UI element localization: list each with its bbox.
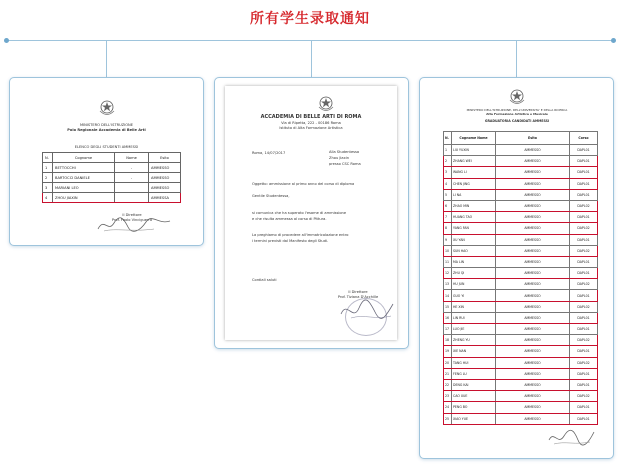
table-row-highlighted	[444, 290, 598, 301]
candidate-name: HU JUN	[452, 279, 496, 290]
candidate-name: LUO JIE	[452, 324, 496, 335]
doc2-recipient-2: Zhou Jiaxin	[329, 156, 350, 160]
row-result: AMMESSO	[496, 268, 570, 279]
table-row-highlighted	[444, 268, 598, 279]
column-header: Nome	[115, 153, 149, 163]
row-number: 6	[444, 200, 452, 211]
row-course: DAPL01	[570, 290, 598, 301]
row-number: 22	[444, 379, 452, 390]
row-number: 3	[43, 183, 53, 193]
row-course: DAPL01	[570, 256, 598, 267]
candidate-name: ZHENG YU	[452, 335, 496, 346]
table-row	[43, 163, 181, 173]
candidate-name: HUANG TAO	[452, 212, 496, 223]
row-result: AMMESSO	[496, 145, 570, 156]
connector-1	[106, 41, 107, 77]
timeline-line	[6, 40, 614, 41]
row-number: 23	[444, 391, 452, 402]
document-card-3[interactable]	[419, 77, 614, 459]
row-result: AMMESSO	[496, 245, 570, 256]
row-result: AMMESSO	[496, 346, 570, 357]
doc2-body-line-2: e che risulta ammessa al corso di Pittura.	[252, 217, 327, 221]
row-mark: -	[115, 173, 149, 183]
row-course: DAPL01	[570, 268, 598, 279]
signature-icon	[337, 296, 397, 324]
doc2-org-sub-2: Istituto di Alta Formazione Artistica	[279, 126, 343, 130]
row-course: DAPL02	[570, 391, 598, 402]
row-result: AMMESSO	[496, 324, 570, 335]
candidate-name: XIAO YUE	[452, 413, 496, 424]
row-course: DAPL01	[570, 156, 598, 167]
column-header: Cognome Nome	[452, 132, 496, 145]
table-header-row	[43, 153, 181, 163]
document-page-2	[225, 86, 397, 340]
candidate-name: LIU YUXIN	[452, 145, 496, 156]
document-card-1[interactable]	[9, 77, 204, 246]
row-course: DAPL02	[570, 245, 598, 256]
row-course: DAPL01	[570, 379, 598, 390]
row-result: AMMESSO	[496, 402, 570, 413]
candidate-name: HE XIN	[452, 301, 496, 312]
row-course: DAPL02	[570, 223, 598, 234]
table-header-row	[444, 132, 598, 145]
table-row	[43, 173, 181, 183]
doc3-ranking-table	[443, 131, 598, 425]
candidate-name: FENG LU	[452, 368, 496, 379]
row-number: 12	[444, 268, 452, 279]
table-row	[444, 234, 598, 245]
candidate-name: DENG KAI	[452, 379, 496, 390]
table-row	[444, 256, 598, 267]
row-course: DAPL02	[570, 301, 598, 312]
row-number: 2	[43, 173, 53, 183]
row-course: DAPL01	[570, 167, 598, 178]
column-header: Esito	[496, 132, 570, 145]
row-number: 18	[444, 335, 452, 346]
row-number: 13	[444, 279, 452, 290]
row-number: 21	[444, 368, 452, 379]
doc2-regards: Cordiali saluti	[252, 278, 277, 282]
signature-icon	[546, 426, 596, 448]
row-number: 1	[43, 163, 53, 173]
row-course: DAPL02	[570, 335, 598, 346]
page-title: 所有学生录取通知	[250, 11, 370, 27]
table-row-highlighted	[444, 312, 598, 323]
table-row-highlighted	[444, 357, 598, 368]
row-course: DAPL01	[570, 413, 598, 424]
student-name: BETTOCCHI	[53, 163, 115, 173]
candidate-name: LI NA	[452, 189, 496, 200]
doc2-signature-role: Il Direttore	[348, 290, 368, 294]
row-result: AMMESSO	[496, 178, 570, 189]
row-result: AMMESSO	[496, 200, 570, 211]
table-row-highlighted	[444, 245, 598, 256]
table-row-highlighted	[43, 193, 181, 203]
connector-2	[311, 41, 312, 77]
row-result: AMMESSO	[496, 368, 570, 379]
table-row-highlighted	[444, 200, 598, 211]
row-number: 24	[444, 402, 452, 413]
table-row-highlighted	[444, 368, 598, 379]
table-row-highlighted	[444, 167, 598, 178]
row-result: AMMESSO	[496, 379, 570, 390]
document-page-3	[430, 84, 604, 452]
row-result: AMMESSO	[496, 290, 570, 301]
doc2-object: Oggetto: ammissione al primo anno del corso di diploma	[252, 182, 355, 186]
candidate-name: XU YAN	[452, 234, 496, 245]
row-number: 4	[444, 178, 452, 189]
table-row-highlighted	[444, 223, 598, 234]
candidate-name: ZHANG WEI	[452, 156, 496, 167]
row-result: AMMESSO	[496, 156, 570, 167]
candidate-name: CHEN JING	[452, 178, 496, 189]
doc2-body-line-3: La preghiamo di procedere all'immatricolazione entro	[252, 233, 349, 237]
candidate-name: XIE NAN	[452, 346, 496, 357]
doc3-title: GRADUATORIA CANDIDATI AMMESSI	[484, 119, 550, 123]
row-number: 10	[444, 245, 452, 256]
doc1-signature-role: Il Direttore	[122, 213, 142, 217]
row-result: AMMESSO	[496, 234, 570, 245]
doc1-subtitle: ELENCO DEGLI STUDENTI AMMESSI	[74, 145, 139, 149]
column-header: Esito	[149, 153, 181, 163]
row-course: DAPL02	[570, 357, 598, 368]
row-result: AMMESSO	[149, 183, 181, 193]
table-row-highlighted	[444, 391, 598, 402]
timeline-start-dot	[4, 38, 9, 43]
doc2-org-name: ACCADEMIA DI BELLE ARTI DI ROMA	[260, 114, 362, 120]
doc2-date: Roma, 14/07/2017	[252, 151, 286, 155]
table-row	[444, 324, 598, 335]
timeline-end-dot	[611, 38, 616, 43]
column-header: N.	[444, 132, 452, 145]
row-result: AMMESSO	[496, 413, 570, 424]
row-number: 15	[444, 301, 452, 312]
row-result: AMMESSA	[149, 193, 181, 203]
doc3-header-line-2: Alta Formazione Artistica e Musicale	[486, 112, 548, 116]
table-row-highlighted	[444, 379, 598, 390]
emblem-icon	[317, 95, 335, 115]
row-course: DAPL01	[570, 368, 598, 379]
candidate-name: YANG FAN	[452, 223, 496, 234]
row-course: DAPL01	[570, 212, 598, 223]
table-row	[444, 301, 598, 312]
doc2-body-line-4: i termini previsti dal Manifesto degli Studi.	[252, 239, 329, 243]
row-course: DAPL01	[570, 178, 598, 189]
table-row-highlighted	[444, 178, 598, 189]
row-result: AMMESSO	[496, 335, 570, 346]
row-result: AMMESSO	[149, 173, 181, 183]
row-course: DAPL01	[570, 234, 598, 245]
row-number: 4	[43, 193, 53, 203]
doc2-recipient-3: presso CSC Roma	[329, 162, 361, 166]
timeline	[6, 40, 614, 41]
row-course: DAPL02	[570, 200, 598, 211]
doc2-body-line-1: si comunica che ha superato l'esame di ammissione	[252, 211, 347, 215]
row-result: AMMESSO	[496, 357, 570, 368]
table-row-highlighted	[444, 212, 598, 223]
row-result: AMMESSO	[149, 163, 181, 173]
row-result: AMMESSO	[496, 189, 570, 200]
doc1-signature-name: Prof. Paolo Vinciguerra	[111, 218, 153, 222]
row-number: 20	[444, 357, 452, 368]
emblem-icon	[98, 99, 116, 119]
row-result: AMMESSO	[496, 312, 570, 323]
connector-3	[516, 41, 517, 77]
doc2-org-sub-1: Via di Ripetta, 222 - 00186 Roma	[281, 121, 341, 125]
candidate-name: WANG LI	[452, 167, 496, 178]
row-course: DAPL01	[570, 312, 598, 323]
candidate-name: TANG HUI	[452, 357, 496, 368]
row-course: DAPL01	[570, 402, 598, 413]
table-row-highlighted	[444, 413, 598, 424]
candidate-name: LIN RUI	[452, 312, 496, 323]
candidate-name: ZHAO MIN	[452, 200, 496, 211]
row-result: AMMESSO	[496, 391, 570, 402]
row-course: DAPL01	[570, 189, 598, 200]
column-header: Corso	[570, 132, 598, 145]
row-mark	[115, 183, 149, 193]
row-number: 25	[444, 413, 452, 424]
table-row-highlighted	[444, 402, 598, 413]
row-number: 16	[444, 312, 452, 323]
table-row-highlighted	[444, 156, 598, 167]
row-number: 11	[444, 256, 452, 267]
row-number: 1	[444, 145, 452, 156]
row-result: AMMESSO	[496, 301, 570, 312]
row-result: AMMESSO	[496, 256, 570, 267]
row-number: 5	[444, 189, 452, 200]
row-result: AMMESSO	[496, 223, 570, 234]
row-number: 3	[444, 167, 452, 178]
row-result: AMMESSO	[496, 279, 570, 290]
candidate-name: PENG BO	[452, 402, 496, 413]
student-name: MARIANI LEO	[53, 183, 115, 193]
row-number: 8	[444, 223, 452, 234]
document-page-1	[22, 89, 191, 235]
doc1-header-line-2: Polo Regionale Accademia di Belle Arti	[67, 128, 146, 132]
doc1-header-line-1: MINISTERO DELL'ISTRUZIONE	[79, 123, 134, 127]
row-mark: -	[115, 163, 149, 173]
table-row	[444, 279, 598, 290]
column-header: Cognome	[53, 153, 115, 163]
document-card-2[interactable]	[214, 77, 409, 349]
candidate-name: GUO YI	[452, 290, 496, 301]
row-course: DAPL01	[570, 145, 598, 156]
row-number: 9	[444, 234, 452, 245]
doc2-salutation: Gentile Studentessa,	[252, 194, 290, 198]
doc2-recipient-1: Alla Studentessa	[329, 150, 360, 154]
row-course: DAPL02	[570, 279, 598, 290]
signature-icon	[94, 213, 174, 235]
candidate-name: CAO XUE	[452, 391, 496, 402]
row-result: AMMESSO	[496, 212, 570, 223]
doc1-student-table	[42, 152, 181, 203]
row-result: AMMESSO	[496, 167, 570, 178]
table-row	[43, 183, 181, 193]
doc3-header-line-1: MINISTERO DELL'ISTRUZIONE, DELL'UNIVERSITA' E DELLA RICERCA	[466, 108, 568, 112]
column-header: N.	[43, 153, 53, 163]
row-number: 17	[444, 324, 452, 335]
row-number: 19	[444, 346, 452, 357]
candidate-name: ZHU QI	[452, 268, 496, 279]
row-course: DAPL01	[570, 346, 598, 357]
candidate-name: MA LIN	[452, 256, 496, 267]
table-row	[444, 189, 598, 200]
table-row	[444, 145, 598, 156]
row-course: DAPL01	[570, 324, 598, 335]
row-number: 7	[444, 212, 452, 223]
student-name: BARTOCCI DANIELE	[53, 173, 115, 183]
row-number: 14	[444, 290, 452, 301]
student-name: ZHOU JIAXIN	[53, 193, 115, 203]
candidate-name: SUN HAO	[452, 245, 496, 256]
table-row-highlighted	[444, 346, 598, 357]
row-number: 2	[444, 156, 452, 167]
emblem-icon	[508, 88, 526, 108]
doc2-signature-name: Prof. Tiziana D'Acchille	[337, 295, 379, 299]
table-row-highlighted	[444, 335, 598, 346]
row-mark	[115, 193, 149, 203]
